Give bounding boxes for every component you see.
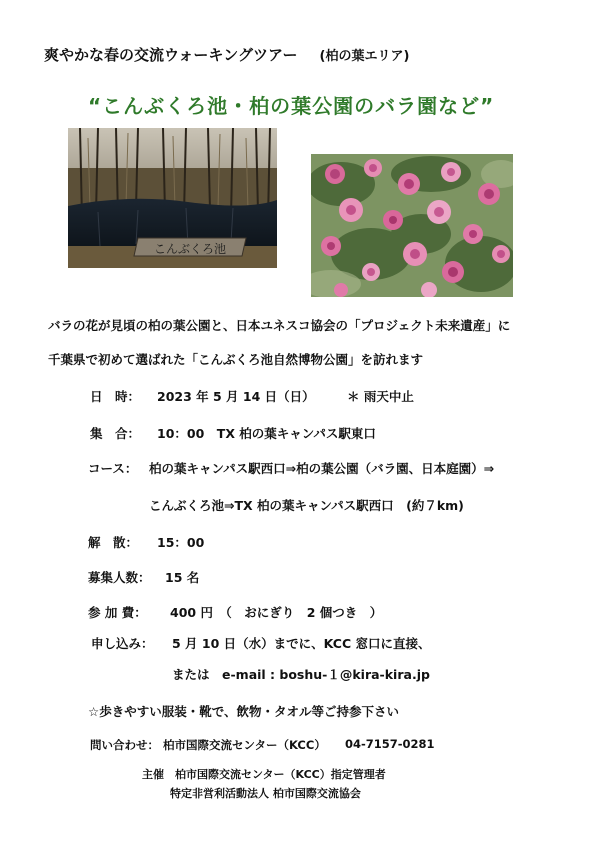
fee-value: 400 円 （ おにぎり 2 個つき ）	[170, 605, 383, 620]
pond-photo-illustration	[68, 128, 277, 268]
apply-label: 申し込み：	[91, 636, 154, 651]
contact-org: 柏市国際交流センター（KCC）	[163, 738, 326, 752]
capacity-value: 15 名	[165, 570, 200, 585]
meet-value: 10：00 TX 柏の葉キャンパス駅東口	[157, 426, 376, 441]
intro-line-2: 千葉県で初めて選ばれた「こんぶくろ池自然博物公園」を訪れます	[48, 352, 424, 367]
course-line-1: 柏の葉キャンパス駅西口⇒柏の葉公園（バラ園、日本庭園）⇒	[149, 461, 495, 476]
course-line-2: こんぶくろ池⇒TX 柏の葉キャンパス駅西口 (約７km)	[149, 498, 464, 513]
notice-text: ☆歩きやすい服装・靴で、飲物・タオル等ご持参下さい	[88, 704, 399, 719]
date-label: 日 時：	[90, 389, 141, 404]
dismiss-value: 15：00	[157, 535, 205, 550]
pond-photo	[68, 128, 277, 268]
dismiss-label: 解 散：	[88, 535, 139, 550]
title-area: (柏の葉エリア)	[319, 49, 410, 64]
apply-line-2: または e-mail : boshu-１@kira-kira.jp	[172, 667, 430, 682]
footer-association: 特定非営利活動法人 柏市国際交流協会	[170, 787, 361, 800]
contact-label: 問い合わせ：	[90, 738, 159, 752]
date-value: 2023 年 5 月 14 日（日）	[157, 389, 315, 404]
footer-organizer: 主催 柏市国際交流センター（KCC）指定管理者	[142, 768, 386, 781]
apply-line-1: 5 月 10 日（水）までに、KCC 窓口に直接、	[172, 636, 431, 651]
course-label: コース：	[88, 461, 138, 476]
date-note: ＊ 雨天中止	[347, 389, 414, 404]
intro-line-1: バラの花が見頃の柏の葉公園と、日本ユネスコ協会の「プロジェクト未来遺産」に	[48, 318, 511, 333]
roses-photo-illustration	[311, 154, 513, 297]
capacity-label: 募集人数：	[88, 570, 151, 585]
flyer-title	[44, 44, 409, 65]
title-text: 爽やかな春の交流ウォーキングツアー	[44, 46, 298, 64]
flyer-subtitle: “こんぶくろ池・柏の葉公園のバラ園など”	[88, 94, 495, 118]
pond-sign-text: こんぶくろ池	[153, 242, 227, 256]
fee-label: 参 加 費：	[88, 605, 147, 620]
roses-photo	[311, 154, 513, 297]
contact-phone: 04-7157-0281	[345, 737, 435, 751]
meet-label: 集 合：	[90, 426, 141, 441]
